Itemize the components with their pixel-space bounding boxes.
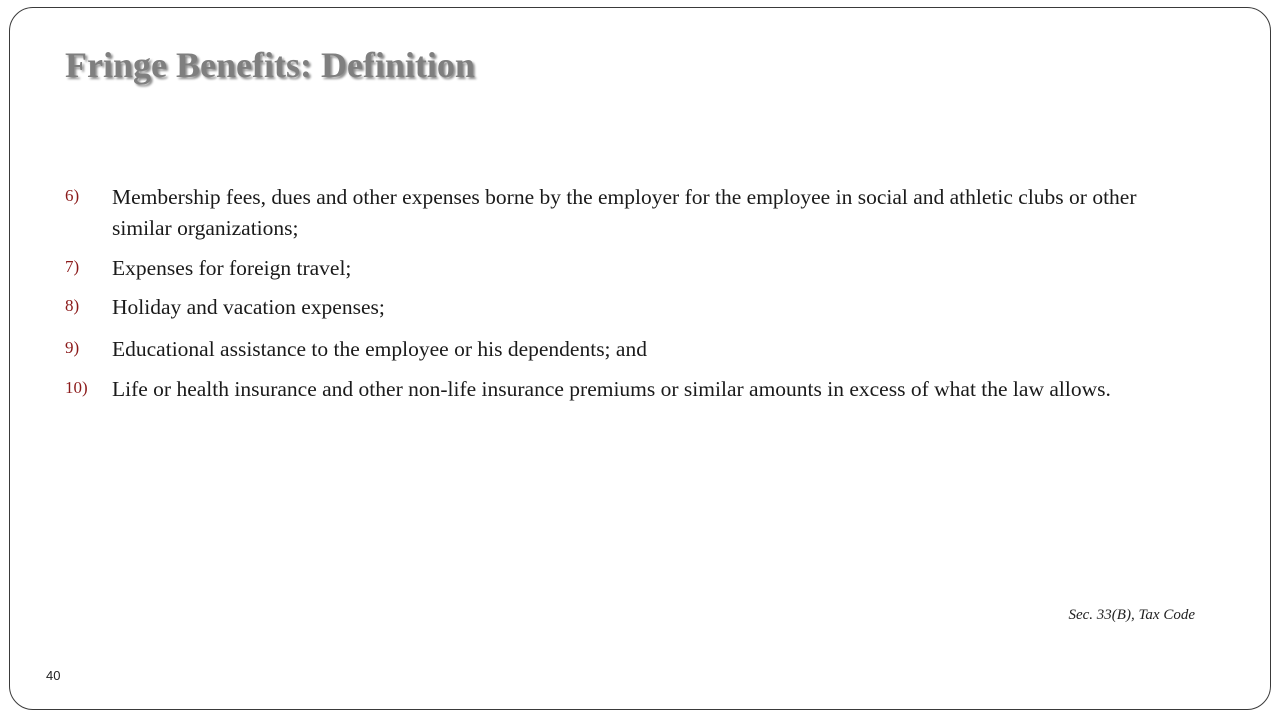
list-item-number: 6) <box>65 186 80 205</box>
list-item-number: 9) <box>65 338 80 357</box>
list-item-number: 8) <box>65 296 80 315</box>
page-number: 40 <box>46 668 61 683</box>
source-citation: Sec. 33(B), Tax Code <box>1068 607 1195 623</box>
list-item-text: Expenses for foreign travel; <box>112 256 352 280</box>
slide-title: Fringe Benefits: Definition <box>65 45 475 85</box>
list-item-number: 10) <box>65 378 88 397</box>
list-item-text: Educational assistance to the employee or his dependents; and <box>112 337 647 361</box>
list-item-text: Life or health insurance and other non-life insurance premiums or similar amounts in excess of what the law allows. <box>112 377 1111 401</box>
list-item-number: 7) <box>65 257 80 276</box>
list-item-text: Membership fees, dues and other expenses borne by the employer for the employee in social and athletic clubs or other similar organizations; <box>112 185 1137 240</box>
list-item-text: Holiday and vacation expenses; <box>112 295 385 319</box>
